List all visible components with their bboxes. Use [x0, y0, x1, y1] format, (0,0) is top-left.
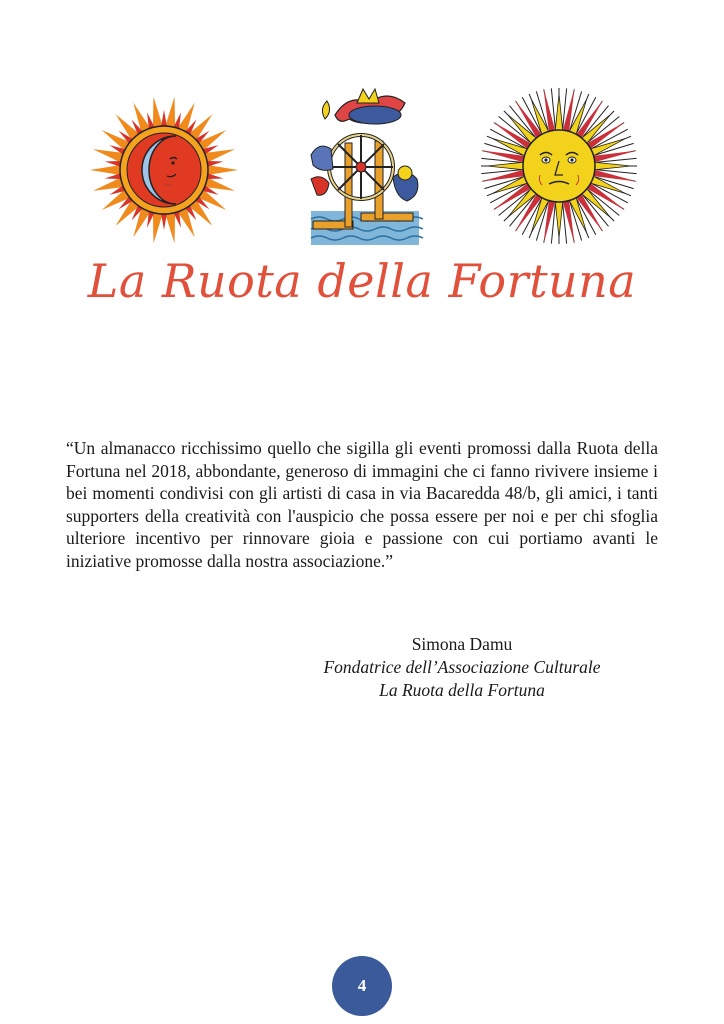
signatory-name: Simona Damu: [411, 634, 513, 654]
sun-ray: [487, 162, 527, 170]
sun-moon-icon: [84, 95, 244, 245]
wheel-of-fortune-icon: [305, 85, 425, 247]
logo-title: La Ruota della Fortuna: [87, 254, 637, 308]
sun-ray: [555, 94, 563, 134]
signatory-organization: La Ruota della Fortuna: [379, 680, 545, 700]
sun-ray: [555, 198, 563, 238]
sun-face-icon: [478, 85, 640, 247]
page-number: 4: [357, 976, 367, 995]
quote-text: “Un almanacco ricchissimo quello che sigilla gli eventi promossi dalla Ruota della Fortuna nel 2018, abbondante, generoso di immagini che ci fanno rivivere insieme i bei momenti condivisi con gli artisti di casa in via Bacaredda 48/b, gli amici, i tanti supporters della creatività con l'auspicio che possa essere per noi e per chi sfoglia ulteriore incentivo per rinnovare gioia e passione con cui portiamo avanti le iniziative promosse dalla nostra associazione.”: [66, 438, 658, 571]
signature-block: [300, 633, 624, 702]
sun-ray: [591, 162, 631, 170]
logo-emblems: [0, 85, 724, 250]
signatory-role: Fondatrice dell’Associazione Culturale: [323, 657, 601, 677]
page-number-badge: [332, 956, 392, 1016]
